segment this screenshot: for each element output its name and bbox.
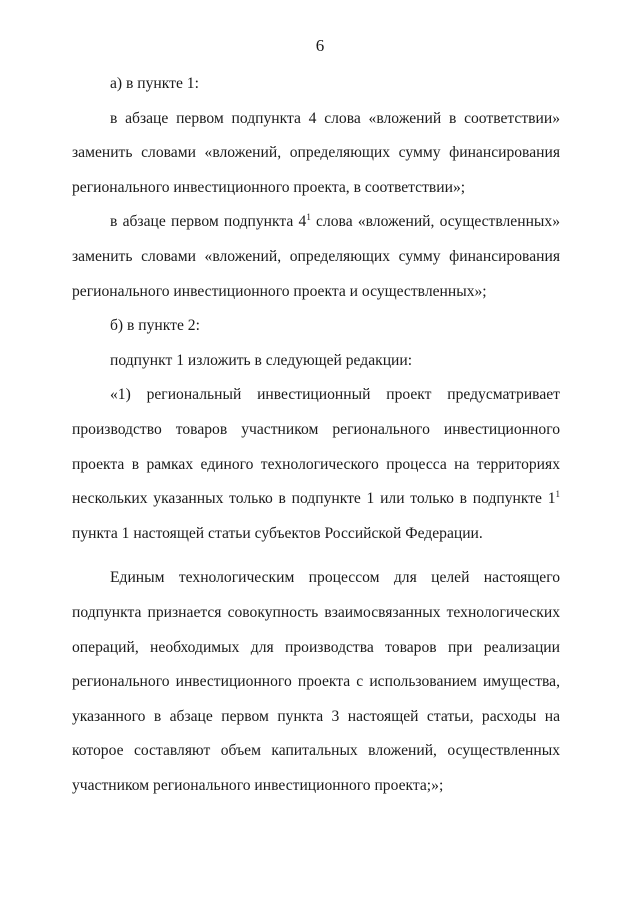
paragraph-technological-process-definition: Единым технологическим процессом для целей настоящего подпункта признается совокупность взаимосвязанных технологических операций, необходимых для производства товаров при реализации регионального инвестиционного проекта с использованием имущества, указанного в абзаце первом пункта 3 настоящей статьи, расходы на которое составляют объем капитальных вложений, осуществленных участником регионального инвестиционного проекта;»;	[72, 569, 560, 794]
paragraph-item-b: б) в пункте 2:	[110, 317, 200, 335]
superscript-index: 1	[555, 489, 560, 500]
paragraph-item-a: а) в пункте 1:	[110, 75, 199, 92]
paragraph-subpoint-4-1-replacement	[72, 205, 560, 309]
paragraph-text: пункта 1 настоящей статьи субъектов Российской Федерации.	[72, 524, 483, 542]
paragraph-subpoint-4-replacement: в абзаце первом подпункта 4 слова «вложений в соответствии» заменить словами «вложений, определяющих сумму финансирования регионального инвестиционного проекта, в соответствии»;	[72, 109, 560, 196]
paragraph-new-subpoint-1	[72, 378, 560, 551]
paragraph-new-wording-intro: подпункт 1 изложить в следующей редакции:	[110, 351, 413, 369]
paragraph-text: в абзаце первом подпункта 4	[110, 213, 307, 231]
superscript-index: 1	[306, 212, 311, 223]
paragraph-text: «1) региональный инвестиционный проект предусматривает производство товаров участником регионального инвестиционного проекта в рамках единого технологического процесса на территориях нескольких указанных только в подпункте 1 или только в подпункте 1	[72, 386, 560, 508]
paragraph-text: слова «вложений, осуществленных» заменить словами «вложений, определяющих сумму финансирования регионального инвестиционного проекта и осуществленных»;	[72, 213, 560, 300]
page-number: 6	[315, 36, 325, 55]
document-body	[72, 67, 560, 803]
